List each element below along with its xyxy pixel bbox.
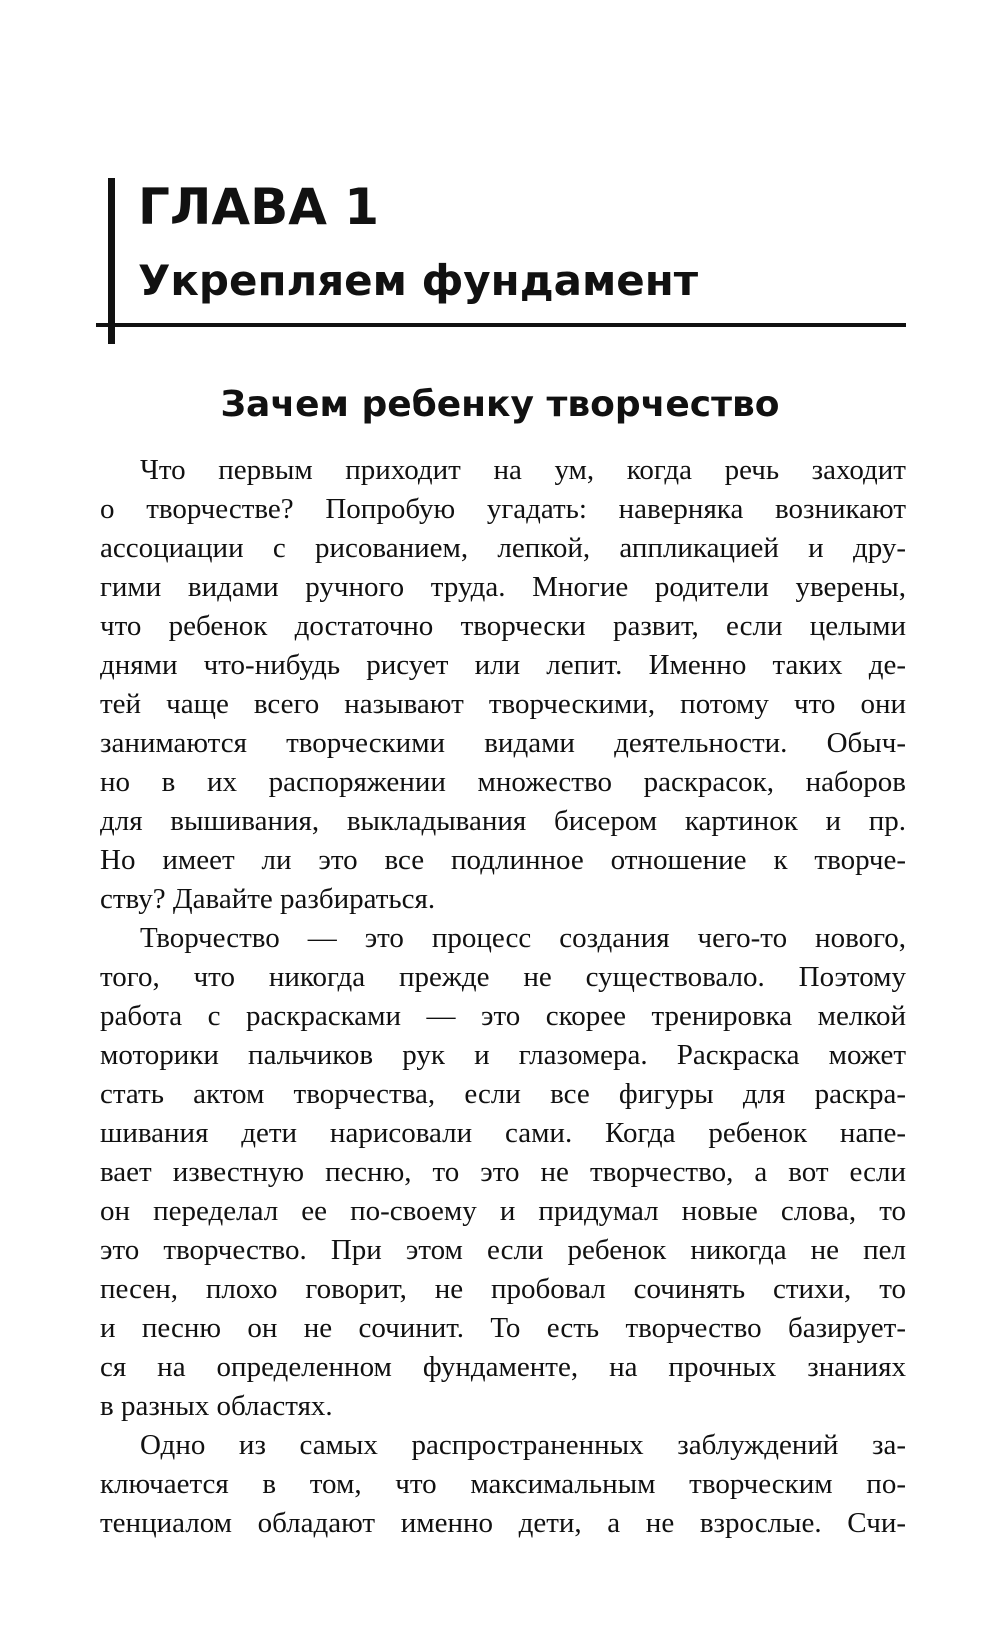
chapter-title: Укрепляем фундамент (138, 256, 699, 305)
text-line: гими видами ручного труда. Многие родители уверены, (100, 571, 906, 603)
chapter-vertical-bar (108, 178, 115, 344)
text-line: но в их распоряжении множество раскрасок, наборов (100, 766, 906, 798)
text-line: моторики пальчиков рук и глазомера. Раскраска может (100, 1039, 906, 1071)
text-line: шивания дети нарисовали сами. Когда ребенок напе- (100, 1117, 906, 1149)
text-line: и песню он не сочинит. То есть творчество базирует- (100, 1312, 906, 1344)
text-line: ключается в том, что максимальным творческим по- (100, 1468, 906, 1500)
paragraph-1 (100, 451, 906, 919)
chapter-label: ГЛАВА 1 (138, 178, 380, 236)
text-line: Одно из самых распространенных заблуждений за- (140, 1429, 906, 1461)
text-line: в разных областях. (100, 1390, 333, 1422)
text-line: работа с раскрасками — это скорее тренировка мелкой (100, 1000, 906, 1032)
text-line: это творчество. При этом если ребенок никогда не пел (100, 1234, 906, 1266)
paragraph-3 (100, 1426, 906, 1543)
text-line: ству? Давайте разбираться. (100, 883, 436, 915)
text-line: занимаются творческими видами деятельности. Обыч- (100, 727, 906, 759)
text-line: тенциалом обладают именно дети, а не взрослые. Счи- (100, 1507, 906, 1539)
body-text (100, 451, 906, 1543)
text-line: он переделал ее по-своему и придумал новые слова, то (100, 1195, 906, 1227)
text-line: о творчестве? Попробую угадать: наверняка возникают (100, 493, 906, 525)
section-title: Зачем ребенку творчество (220, 384, 780, 425)
text-line: для вышивания, выкладывания бисером картинок и пр. (100, 805, 906, 837)
paragraph-2 (100, 919, 906, 1426)
text-line: днями что-нибудь рисует или лепит. Именно таких де- (100, 649, 906, 681)
text-line: вает известную песню, то это не творчество, а вот если (100, 1156, 906, 1188)
text-line: песен, плохо говорит, не пробовал сочинять стихи, то (100, 1273, 906, 1305)
text-line: стать актом творчества, если все фигуры для раскра- (100, 1078, 906, 1110)
text-line: Но имеет ли это все подлинное отношение к творче- (100, 844, 906, 876)
text-line: ся на определенном фундаменте, на прочных знаниях (100, 1351, 906, 1383)
chapter-horizontal-rule (96, 323, 906, 327)
text-line: тей чаще всего называют творческими, потому что они (100, 688, 906, 720)
text-line: ассоциации с рисованием, лепкой, аппликацией и дру- (100, 532, 906, 564)
text-line: Что первым приходит на ум, когда речь заходит (140, 454, 906, 486)
text-line: Творчество — это процесс создания чего-то нового, (140, 922, 906, 954)
text-line: что ребенок достаточно творчески развит, если целыми (100, 610, 906, 642)
text-line: того, что никогда прежде не существовало. Поэтому (100, 961, 906, 993)
